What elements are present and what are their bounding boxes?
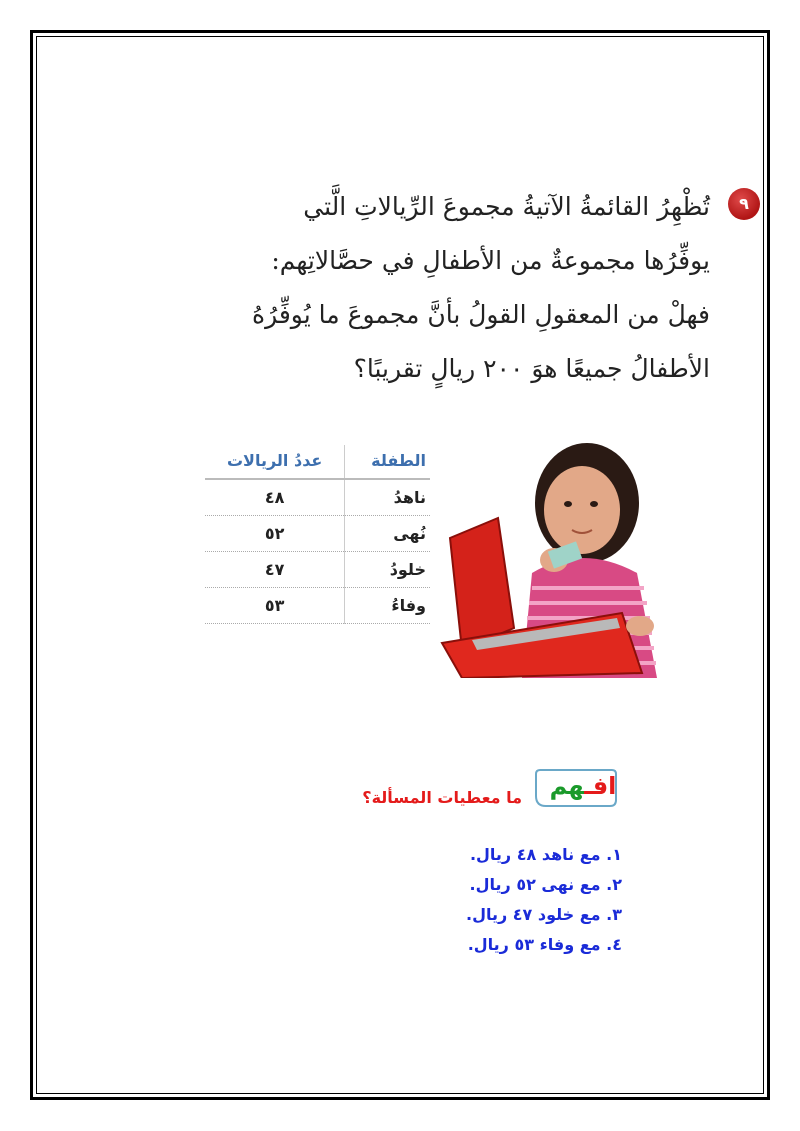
list-item: ٤. مع وفاء ٥٣ ريال. (467, 935, 622, 954)
understand-label-part2: هم (549, 772, 585, 800)
riyal-count: ٤٨ (205, 479, 345, 516)
understand-label (548, 772, 618, 800)
list-item: ١. مع ناهد ٤٨ ريال. (469, 845, 622, 864)
riyal-count: ٤٧ (205, 552, 345, 588)
riyal-count: ٥٢ (205, 516, 345, 552)
savings-table (205, 445, 430, 624)
problem-statement (150, 180, 749, 396)
photo-face (544, 466, 620, 554)
child-name: ناهدُ (345, 479, 430, 516)
table-row (205, 479, 430, 516)
problem-line-3: فهلْ من المعقولِ القولُ بأنَّ مجموعَ ما يُوفِّرُهُ (251, 300, 710, 329)
girl-with-piggy-bank-photo (432, 428, 700, 678)
given-data-question: ما معطيات المسألة؟ (362, 788, 522, 807)
riyal-count: ٥٣ (205, 588, 345, 624)
table-row (205, 516, 430, 552)
list-item: ٢. مع نهى ٥٢ ريال. (469, 875, 622, 894)
table-row (205, 588, 430, 624)
child-name: خلودُ (345, 552, 430, 588)
header-riyal-count: عددُ الريالات (205, 445, 345, 479)
given-facts-list (466, 840, 622, 960)
table-row (205, 552, 430, 588)
header-child: الطفلة (345, 445, 430, 479)
child-name: وفاءُ (345, 588, 430, 624)
list-item: ٣. مع خلود ٤٧ ريال. (466, 905, 622, 924)
photo-box-lid (450, 518, 514, 650)
problem-line-1: تُظْهِرُ القائمةُ الآتيةُ مجموعَ الرِّيالاتِ الَّتي (303, 192, 710, 221)
problem-line-2: يوفِّرُها مجموعةٌ من الأطفالِ في حصَّالاتِهم: (271, 246, 710, 275)
problem-number-badge: ٩ (728, 188, 760, 220)
problem-line-4: الأطفالُ جميعًا هوَ ٢٠٠ ريالٍ تقريبًا؟ (353, 354, 710, 383)
table-header-row (205, 445, 430, 479)
child-name: نُهى (345, 516, 430, 552)
understand-label-part1: افـ (584, 772, 617, 800)
